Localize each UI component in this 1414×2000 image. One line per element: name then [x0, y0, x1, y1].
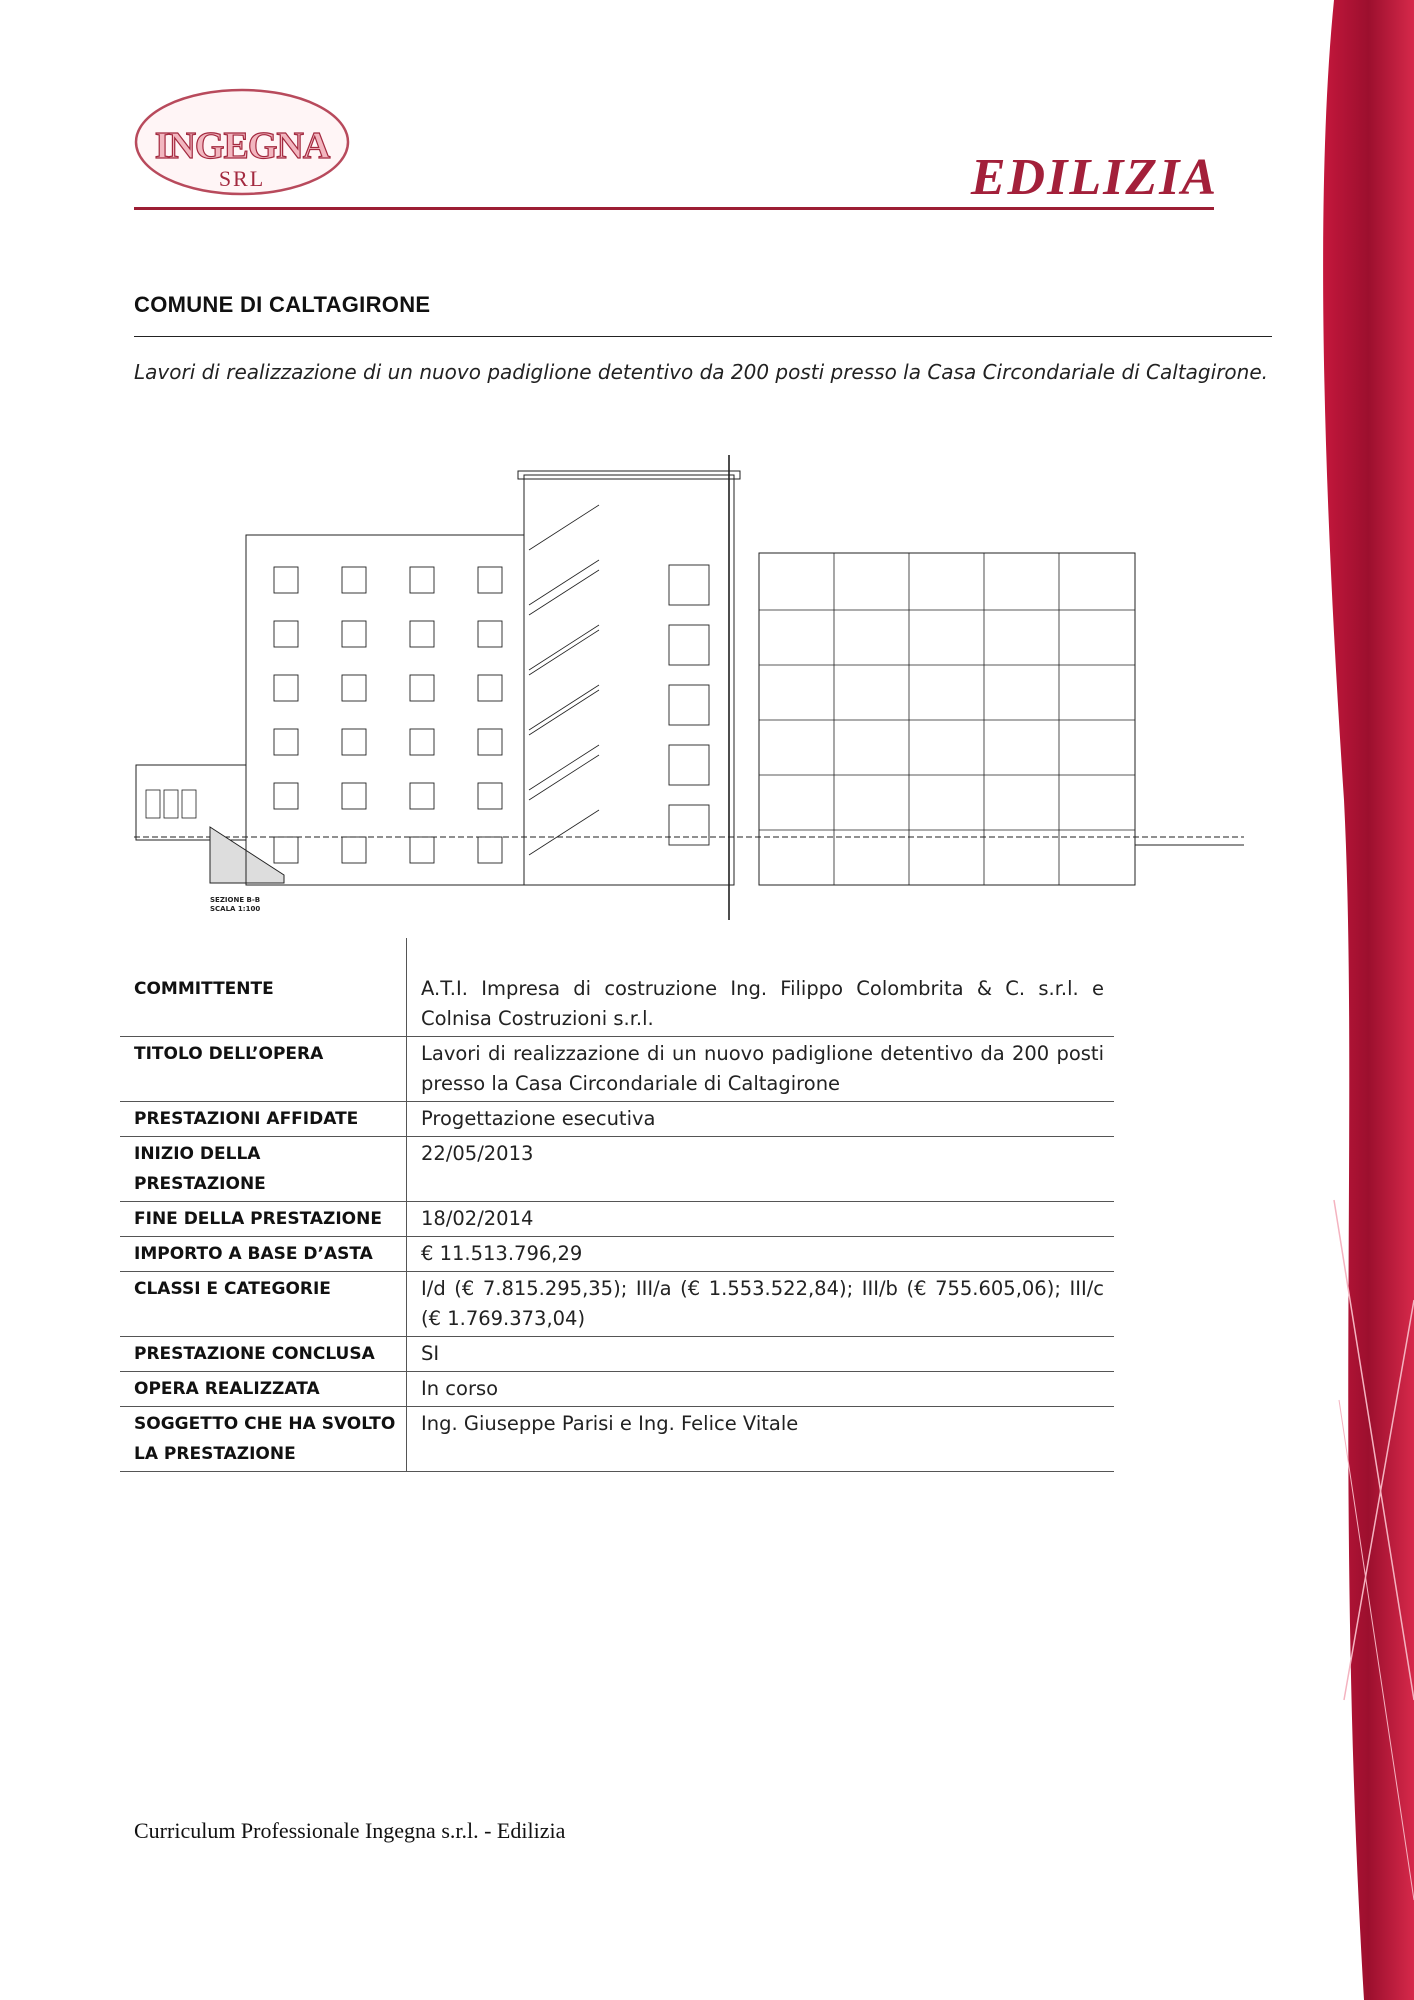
row-value: In corso [421, 1377, 499, 1400]
project-subtitle: Lavori di realizzazione di un nuovo padiglione detentivo da 200 posti presso la Casa Circondariale di Caltagirone. [134, 360, 1268, 384]
company-logo [132, 84, 352, 204]
row-label: OPERA REALIZZATA [120, 1372, 407, 1407]
row-value: Progettazione esecutiva [421, 1107, 656, 1130]
row-value: 18/02/2014 [421, 1207, 534, 1230]
row-label: INIZIO DELLA PRESTAZIONE [120, 1137, 407, 1202]
row-label: CLASSI E CATEGORIE [120, 1272, 407, 1337]
row-value: SI [421, 1342, 440, 1365]
table-row [120, 1102, 1114, 1137]
section-divider [134, 336, 1272, 337]
logo-subtext: SRL [218, 166, 266, 191]
row-value: 22/05/2013 [421, 1142, 534, 1165]
table-spacer-row [120, 938, 1114, 972]
table-row [120, 1137, 1114, 1202]
row-value: I/d (€ 7.815.295,35); III/a (€ 1.553.522,84); III/b (€ 755.605,06); III/c (€ 1.769.373,04) [421, 1277, 1104, 1330]
logo-wordmark: INGEGNA [154, 125, 330, 167]
row-value: Lavori di realizzazione di un nuovo padiglione detentivo da 200 posti presso la Casa Circondariale di Caltagirone [421, 1042, 1104, 1095]
row-label: FINE DELLA PRESTAZIONE [120, 1202, 407, 1237]
row-label: PRESTAZIONE CONCLUSA [120, 1337, 407, 1372]
row-value: Ing. Giuseppe Parisi e Ing. Felice Vitale [421, 1412, 799, 1435]
row-label: SOGGETTO CHE HA SVOLTO LA PRESTAZIONE [120, 1407, 407, 1472]
table-row [120, 1337, 1114, 1372]
table-row [120, 1037, 1114, 1102]
table-row [120, 1237, 1114, 1272]
row-label: IMPORTO A BASE D’ASTA [120, 1237, 407, 1272]
table-row [120, 1372, 1114, 1407]
drawing-caption-scale: SCALA 1:100 [210, 905, 261, 913]
row-value: € 11.513.796,29 [421, 1242, 583, 1265]
page-title: EDILIZIA [970, 149, 1218, 206]
table-row [120, 1202, 1114, 1237]
row-label: COMMITTENTE [120, 972, 407, 1037]
header-divider [134, 207, 1214, 210]
table-row [120, 1272, 1114, 1337]
row-label: TITOLO DELL’OPERA [120, 1037, 407, 1102]
row-label: PRESTAZIONI AFFIDATE [120, 1102, 407, 1137]
drawing-caption-title: SEZIONE B-B [210, 896, 261, 904]
decorative-ribbon [1304, 0, 1414, 2000]
table-row [120, 1407, 1114, 1472]
architectural-section-drawing [134, 455, 1254, 920]
project-info-table [120, 938, 1114, 1472]
page-footer: Curriculum Professionale Ingegna s.r.l. - Edilizia [134, 1818, 566, 1843]
spacer-label-cell [120, 938, 407, 972]
row-value: A.T.I. Impresa di costruzione Ing. Filippo Colombrita & C. s.r.l. e Colnisa Costruzioni s.r.l. [421, 977, 1104, 1030]
table-row [120, 972, 1114, 1037]
spacer-value-cell [407, 938, 1115, 972]
section-heading: COMUNE DI CALTAGIRONE [134, 292, 431, 317]
